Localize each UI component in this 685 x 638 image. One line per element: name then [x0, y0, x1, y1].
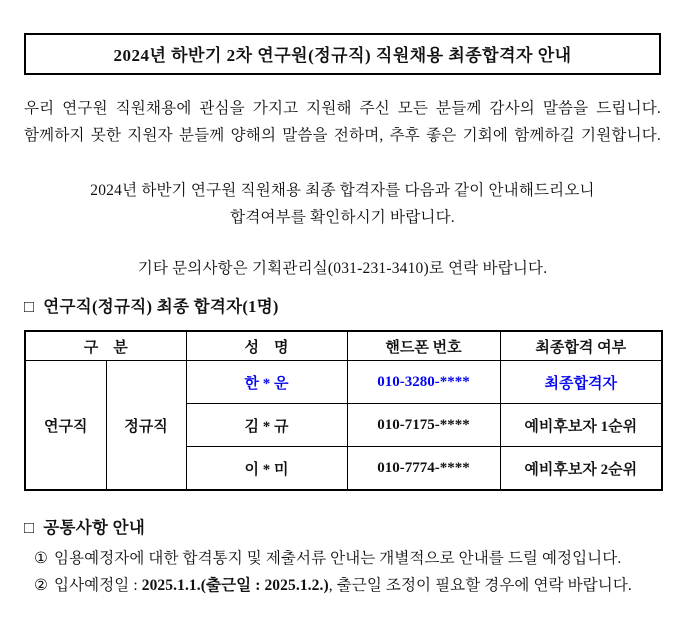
results-table [24, 330, 663, 491]
common-items [24, 545, 661, 599]
cell-status: 최종합격자 [500, 361, 662, 404]
common-item-1-text: 임용예정자에 대한 합격통지 및 제출서류 안내는 개별적으로 안내를 드릴 예정입니다. [54, 550, 622, 567]
circled-number-1-icon: ① [34, 550, 48, 567]
cell-status: 예비후보자 2순위 [500, 447, 662, 491]
notice-line-2: 합격여부를 확인하시기 바랍니다. [230, 209, 455, 226]
common-item-2 [24, 572, 661, 599]
intro-line-2: 함께하지 못한 지원자 분들께 양해의 말씀을 전하며, 추후 좋은 기회에 함께하길 기원합니다. [24, 127, 661, 144]
intro-paragraph [24, 95, 661, 149]
contact-line: 기타 문의사항은 기획관리실(031-231-3410)로 연락 바랍니다. [137, 260, 548, 277]
cell-name: 한 * 운 [186, 361, 347, 404]
header-status: 최종합격 여부 [500, 331, 662, 361]
cell-category-group: 연구직 [25, 361, 106, 491]
notice-line-1: 2024년 하반기 연구원 직원채용 최종 합격자를 다음과 같이 안내해드리오니 [90, 182, 595, 199]
square-bullet-icon: □ [24, 297, 35, 316]
cell-phone: 010-7774-**** [347, 447, 500, 491]
table-header-row [25, 331, 662, 361]
notice-paragraph [24, 177, 661, 231]
cell-name: 김 * 규 [186, 404, 347, 447]
page-title: 2024년 하반기 2차 연구원(정규직) 직원채용 최종합격자 안내 [113, 46, 572, 65]
circled-number-2-icon: ② [34, 577, 48, 594]
cell-phone: 010-3280-**** [347, 361, 500, 404]
common-item-1 [24, 545, 661, 572]
cell-status: 예비후보자 1순위 [500, 404, 662, 447]
result-section-heading [24, 296, 661, 318]
result-section-heading-text: 연구직(정규직) 최종 합격자(1명) [43, 297, 279, 316]
intro-line-1: 우리 연구원 직원채용에 관심을 가지고 지원해 주신 모든 분들께 감사의 말씀을 드립니다. [24, 100, 661, 117]
contact-paragraph [24, 255, 661, 282]
common-section-heading [24, 517, 661, 539]
cell-category-type: 정규직 [106, 361, 186, 491]
cell-phone: 010-7175-**** [347, 404, 500, 447]
common-section [24, 517, 661, 599]
cell-name: 이 * 미 [186, 447, 347, 491]
common-item-2-suffix: , 출근일 조정이 필요할 경우에 연락 바랍니다. [328, 577, 632, 594]
header-category: 구 분 [25, 331, 186, 361]
common-section-heading-text: 공통사항 안내 [43, 518, 146, 537]
header-name: 성 명 [186, 331, 347, 361]
common-item-2-prefix: 입사예정일 : [54, 577, 142, 594]
header-phone: 핸드폰 번호 [347, 331, 500, 361]
square-bullet-icon: □ [24, 518, 35, 537]
table-row [25, 361, 662, 404]
common-item-2-date: 2025.1.1.(출근일 : 2025.1.2.) [141, 577, 329, 594]
document-title-box [24, 33, 661, 75]
